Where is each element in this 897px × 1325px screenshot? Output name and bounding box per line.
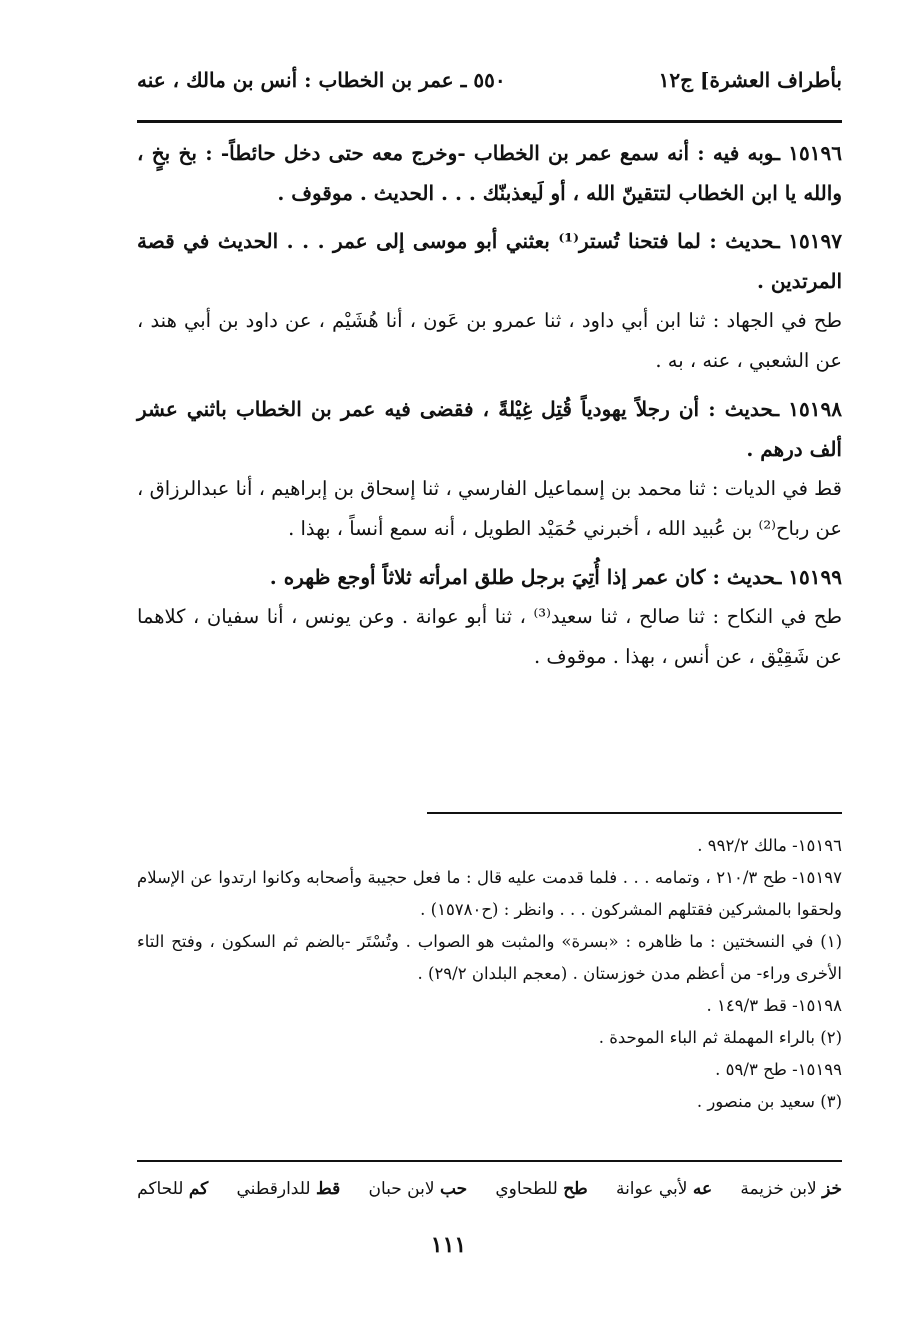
abbr-item: خز لابن خزيمة	[740, 1179, 842, 1199]
running-header	[137, 64, 842, 96]
header-section: ٥٥٠ ـ عمر بن الخطاب : أنس بن مالك ، عنه	[137, 68, 506, 92]
abbreviations-key	[137, 1172, 842, 1206]
hadith-15199: ١٥١٩٩ ـحديث : كان عمر إذا أُتِيَ برجل طلق امرأته ثلاثاً أوجع ظهره .	[269, 565, 842, 589]
footnote: ١٥١٩٦- مالك ٩٩٢/٢ .	[697, 836, 842, 855]
hadith-15196: ١٥١٩٦ ـوبه فيه : أنه سمع عمر بن الخطاب -وخرج معه حتى دخل حائطاً- : بخ بخٍ ، والله يا ابن الخطاب لتتقينّ الله ، أو لَيعذبنّك . . . الحديث . موقوف .	[137, 141, 842, 205]
footnote-rule	[427, 812, 842, 814]
footnote: ١٥١٩٩- طح ٥٩/٣ .	[715, 1060, 842, 1079]
sanad-15198: قط في الديات : ثنا محمد بن إسماعيل الفارسي ، ثنا إسحاق بن إبراهيم ، أنا عبدالرزاق ، عن رباح⁽²⁾ بن عُبيد الله ، أخبرني حُمَيْد الطويل ، أنه سمع أنساً ، بهذا .	[137, 477, 842, 540]
page-number: ١١١	[430, 1232, 467, 1258]
header-rule	[137, 120, 842, 123]
main-text	[137, 133, 842, 677]
abbr-item: قط للدارقطني	[236, 1179, 341, 1199]
abbr-item: عه لأبي عوانة	[615, 1179, 713, 1199]
abbr-item: طح للطحاوي	[495, 1179, 588, 1199]
footnotes	[137, 830, 842, 1118]
hadith-15197: ١٥١٩٧ ـحديث : لما فتحنا تُستر⁽¹⁾ بعثني أبو موسى إلى عمر . . . الحديث في قصة المرتدين .	[137, 229, 842, 293]
footnote: (٣) سعيد بن منصور .	[696, 1092, 842, 1111]
abbr-item: كم للحاكم	[137, 1179, 209, 1199]
footnote: (١) في النسختين : ما ظاهره : «بسرة» والمثبت هو الصواب . وتُسْتَر -بالضم ثم السكون ، وفتح التاء الأخرى وراء- من أعظم مدن خوزستان . (معجم البلدان ٢٩/٢) .	[137, 932, 842, 983]
footnote: (٢) بالراء المهملة ثم الباء الموحدة .	[598, 1028, 842, 1047]
abbreviations-rule	[137, 1160, 842, 1162]
sanad-15199: طح في النكاح : ثنا صالح ، ثنا سعيد⁽³⁾ ، ثنا أبو عوانة . وعن يونس ، أنا سفيان ، كلاهما عن شَقِيْق ، عن أنس ، بهذا . موقوف .	[137, 605, 842, 668]
hadith-15198: ١٥١٩٨ ـحديث : أن رجلاً يهودياً قُتِل غِيْلةً ، فقضى فيه عمر بن الخطاب باثني عشر ألف درهم .	[137, 397, 842, 461]
header-book: بأطراف العشرة] ج١٢	[658, 68, 842, 92]
footnote: ١٥١٩٧- طح ٢١٠/٣ ، وتمامه . . . فلما قدمت عليه قال : ما فعل حجيبة وأصحابه وكانوا ارتدوا عن الإسلام ولحقوا بالمشركين فقتلهم المشركون . . . وانظر : (ح١٥٧٨٠) .	[137, 868, 842, 919]
sanad-15197: طح في الجهاد : ثنا ابن أبي داود ، ثنا عمرو بن عَون ، أنا هُشَيْم ، عن داود بن أبي هند ، عن الشعبي ، عنه ، به .	[137, 309, 842, 372]
footnote: ١٥١٩٨- قط ١٤٩/٣ .	[706, 996, 842, 1015]
abbr-item: حب لابن حبان	[368, 1179, 468, 1199]
